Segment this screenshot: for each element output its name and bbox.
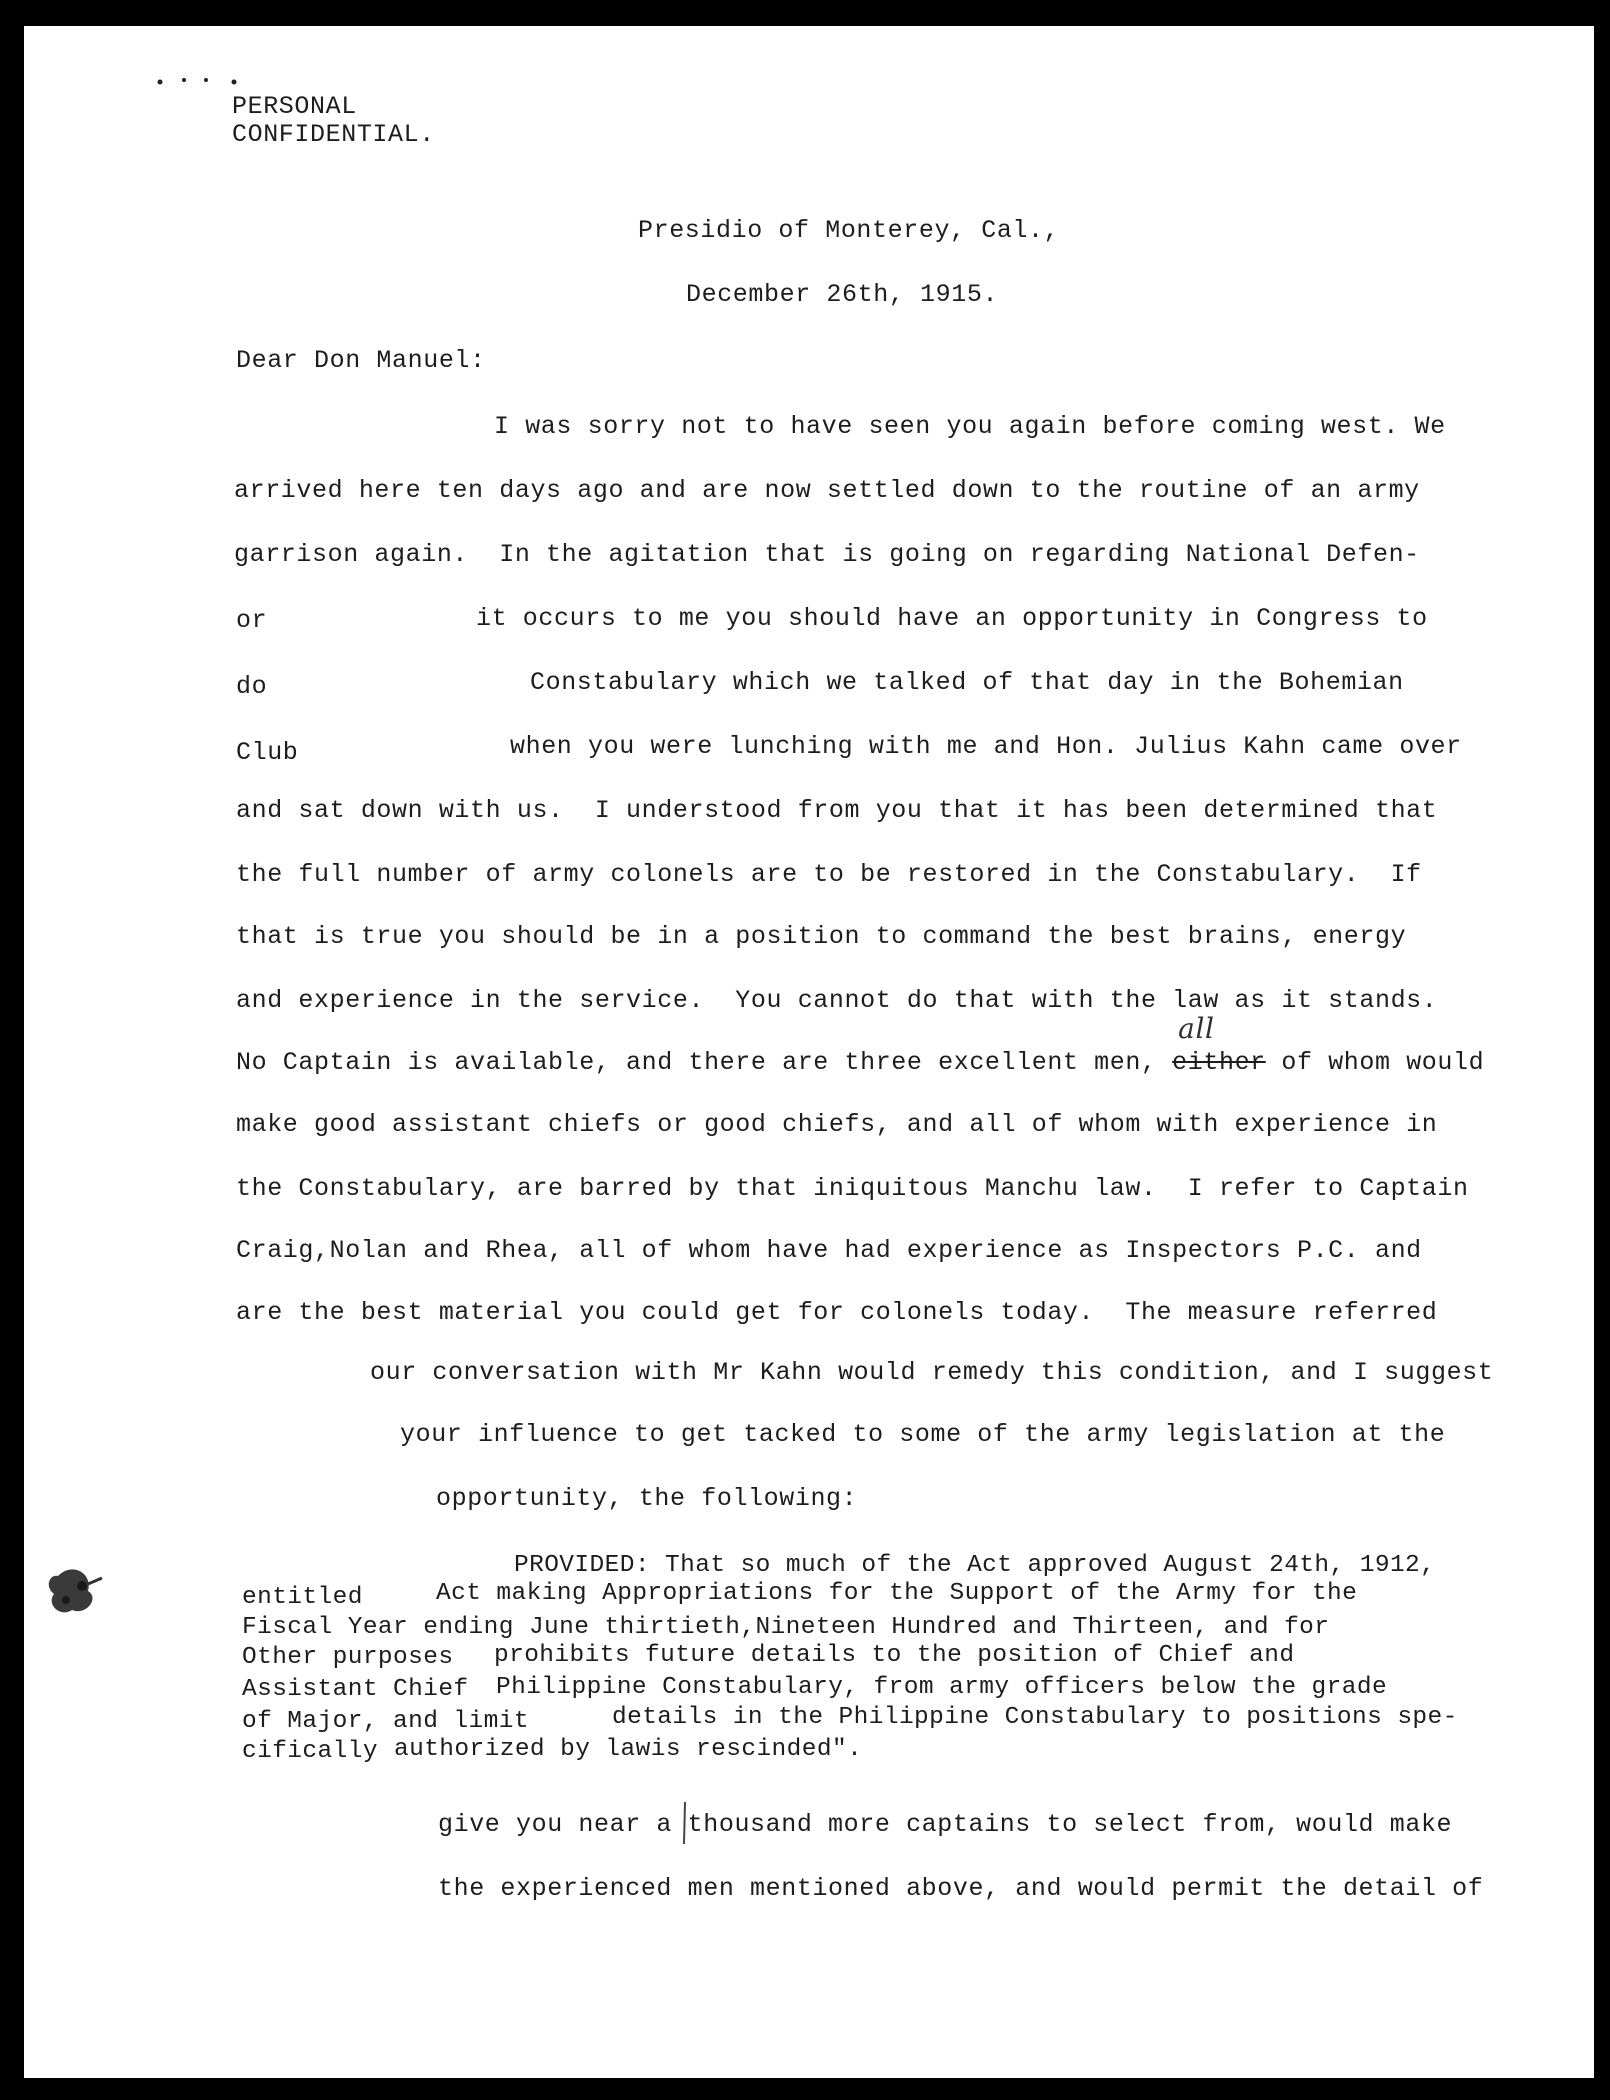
body-line: Club [236, 738, 299, 767]
body-line: garrison again. In the agitation that is going on regarding National Defen- [234, 540, 1420, 569]
body-line-end: of whom would [1265, 1048, 1485, 1077]
proviso-line: Other purposes [242, 1644, 454, 1671]
proviso-line: of Major, and limit [242, 1708, 529, 1735]
body-line: do [236, 672, 268, 701]
proviso-line: details in the Philippine Constabulary to positions spe- [612, 1704, 1458, 1731]
body-line: the full number of army colonels are to be restored in the Constabulary. If [236, 860, 1422, 889]
body-line: arrived here ten days ago and are now settled down to the routine of an army [234, 476, 1420, 505]
proviso-line: Philippine Constabulary, from army officers below the grade [496, 1674, 1388, 1701]
proviso-line: Fiscal Year ending June thirtieth,Nineteen Hundred and Thirteen, and for [242, 1614, 1330, 1641]
proviso-line: entitled [242, 1584, 363, 1611]
letter-date: December 26th, 1915. [686, 280, 999, 309]
body-line: and sat down with us. I understood from you that it has been determined that [236, 796, 1438, 825]
salutation: Dear Don Manuel: [236, 346, 486, 375]
body-line: our conversation with Mr Kahn would remedy this condition, and I suggest [370, 1358, 1494, 1387]
handwritten-correction: all [1178, 1012, 1215, 1045]
body-line-start: No Captain is available, and there are three excellent men, [236, 1048, 1173, 1077]
body-line: opportunity, the following: [436, 1484, 858, 1513]
body-line: the experienced men mentioned above, and would permit the detail of [438, 1874, 1484, 1903]
body-line: make good assistant chiefs or good chiefs, and all of whom with experience in [236, 1110, 1438, 1139]
body-line: give you near a thousand more captains to select from, would make [438, 1810, 1453, 1839]
body-line: that is true you should be in a position to command the best brains, energy [236, 922, 1407, 951]
proviso-line: authorized by lawis rescinded". [394, 1736, 863, 1763]
body-line: your influence to get tacked to some of the army legislation at the [400, 1420, 1446, 1449]
body-line [236, 1012, 1485, 1078]
body-line: are the best material you could get for colonels today. The measure referred [236, 1298, 1438, 1327]
proviso-line: Act making Appropriations for the Support of the Army for the [436, 1580, 1358, 1607]
proviso-line: PROVIDED: That so much of the Act approved August 24th, 1912, [514, 1552, 1436, 1579]
letter-place: Presidio of Monterey, Cal., [638, 216, 1060, 245]
body-line: it occurs to me you should have an opportunity in Congress to [476, 604, 1428, 633]
proviso-line: Assistant Chief [242, 1676, 469, 1703]
confidential-heading: CONFIDENTIAL. [232, 120, 435, 149]
corrected-word [1172, 1012, 1266, 1078]
proviso-line: prohibits future details to the position of Chief and [494, 1642, 1295, 1669]
personal-heading: PERSONAL [232, 92, 357, 121]
body-line: or [236, 606, 268, 635]
corner-dots-mark [154, 74, 294, 94]
letter-page [24, 26, 1594, 2078]
body-line: when you were lunching with me and Hon. Julius Kahn came over [510, 732, 1462, 761]
body-line: and experience in the service. You cannot do that with the law as it stands. [236, 986, 1438, 1015]
struck-word: either [1172, 1048, 1266, 1077]
ink-smudge-mark [38, 1556, 108, 1626]
body-line: Constabulary which we talked of that day in the Bohemian [530, 668, 1404, 697]
body-line: I was sorry not to have seen you again before coming west. We [494, 412, 1446, 441]
proviso-line: cifically [242, 1738, 378, 1765]
body-line: the Constabulary, are barred by that iniquitous Manchu law. I refer to Captain [236, 1174, 1469, 1203]
body-line: Craig,Nolan and Rhea, all of whom have had experience as Inspectors P.C. and [236, 1236, 1422, 1265]
